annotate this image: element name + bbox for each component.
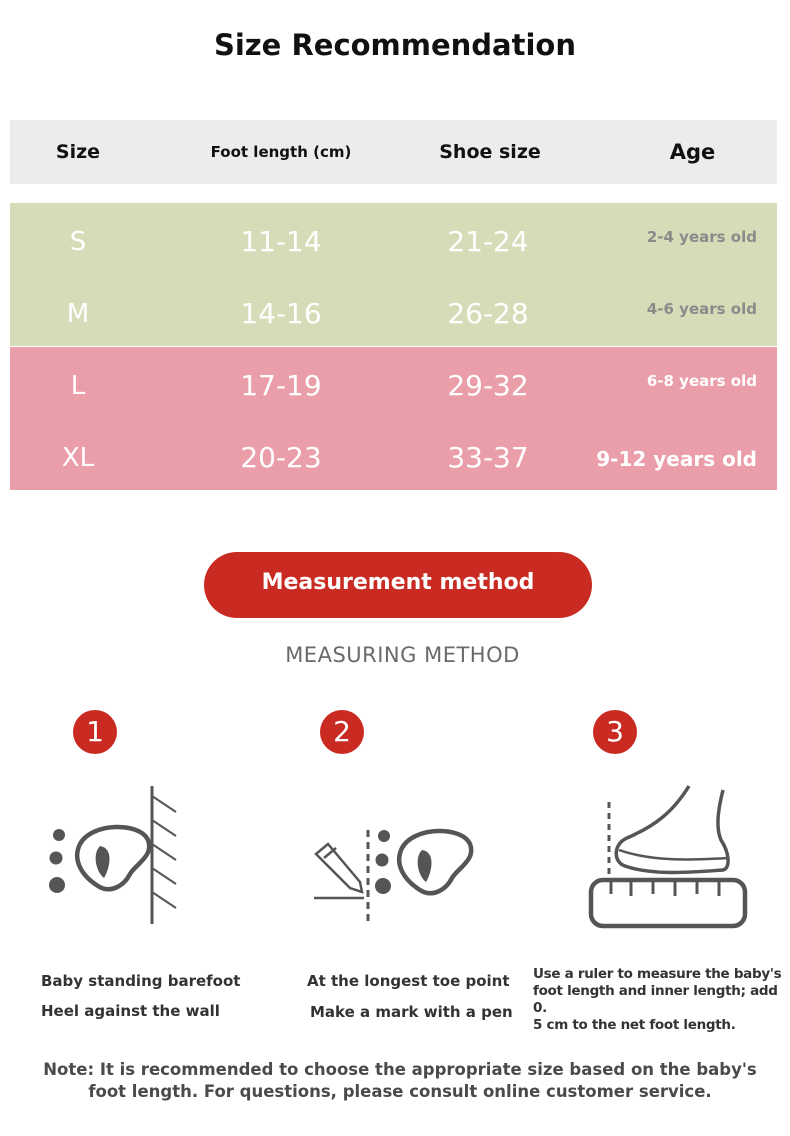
size-cell: XL — [61, 443, 95, 473]
size-cell: M — [66, 299, 90, 329]
step-1-caption — [41, 966, 240, 1026]
caption-line: 5 cm to the net foot length. — [533, 1017, 736, 1033]
size-table-header — [10, 120, 777, 184]
shoe-size-cell: 21-24 — [447, 225, 529, 258]
age-cell: 2-4 years old — [646, 228, 757, 246]
step-3-caption — [533, 966, 790, 1034]
note-line: Note: It is recommended to choose the appropriate size based on the baby's — [43, 1060, 757, 1079]
foot-length-cell: 17-19 — [240, 369, 322, 402]
note-line: foot length. For questions, please consult online customer service. — [88, 1082, 712, 1101]
measurement-method-button[interactable]: Measurement method — [204, 552, 592, 618]
step-number-1: 1 — [73, 710, 117, 754]
pen-mark-icon — [310, 820, 480, 930]
size-band-large — [10, 347, 777, 490]
header-size: Size — [55, 141, 101, 163]
size-cell: L — [70, 371, 86, 401]
page-title: Size Recommendation — [213, 28, 577, 62]
table-row — [10, 278, 777, 350]
size-note — [0, 1059, 790, 1103]
step-2-caption — [307, 966, 513, 1028]
caption-line: Make a mark with a pen — [310, 1003, 513, 1021]
caption-line: Use a ruler to measure the baby's — [533, 966, 782, 982]
caption-line: foot length and inner length; add 0. — [533, 983, 778, 1016]
size-cell: S — [69, 227, 87, 257]
caption-line: At the longest toe point — [307, 972, 510, 990]
step-number-3: 3 — [593, 710, 637, 754]
caption-line: Baby standing barefoot — [41, 972, 241, 990]
foot-length-cell: 14-16 — [240, 297, 322, 330]
foot-against-wall-icon — [40, 782, 190, 932]
section-subtitle: MEASURING METHOD — [285, 643, 520, 667]
header-age: Age — [669, 140, 716, 164]
foot-on-ruler-icon — [583, 782, 753, 934]
table-row — [10, 422, 777, 494]
step-number-2: 2 — [320, 710, 364, 754]
age-cell: 9-12 years old — [596, 447, 757, 471]
age-cell: 4-6 years old — [646, 300, 757, 318]
shoe-size-cell: 33-37 — [447, 441, 529, 474]
table-row — [10, 350, 777, 422]
caption-line: Heel against the wall — [41, 1002, 220, 1020]
size-band-small — [10, 203, 777, 346]
age-cell: 6-8 years old — [646, 372, 757, 390]
shoe-size-cell: 29-32 — [447, 369, 529, 402]
header-foot-length: Foot length (cm) — [210, 143, 352, 161]
shoe-size-cell: 26-28 — [447, 297, 529, 330]
table-row — [10, 206, 777, 278]
foot-length-cell: 20-23 — [240, 441, 322, 474]
foot-length-cell: 11-14 — [240, 225, 322, 258]
header-shoe-size: Shoe size — [439, 141, 541, 163]
